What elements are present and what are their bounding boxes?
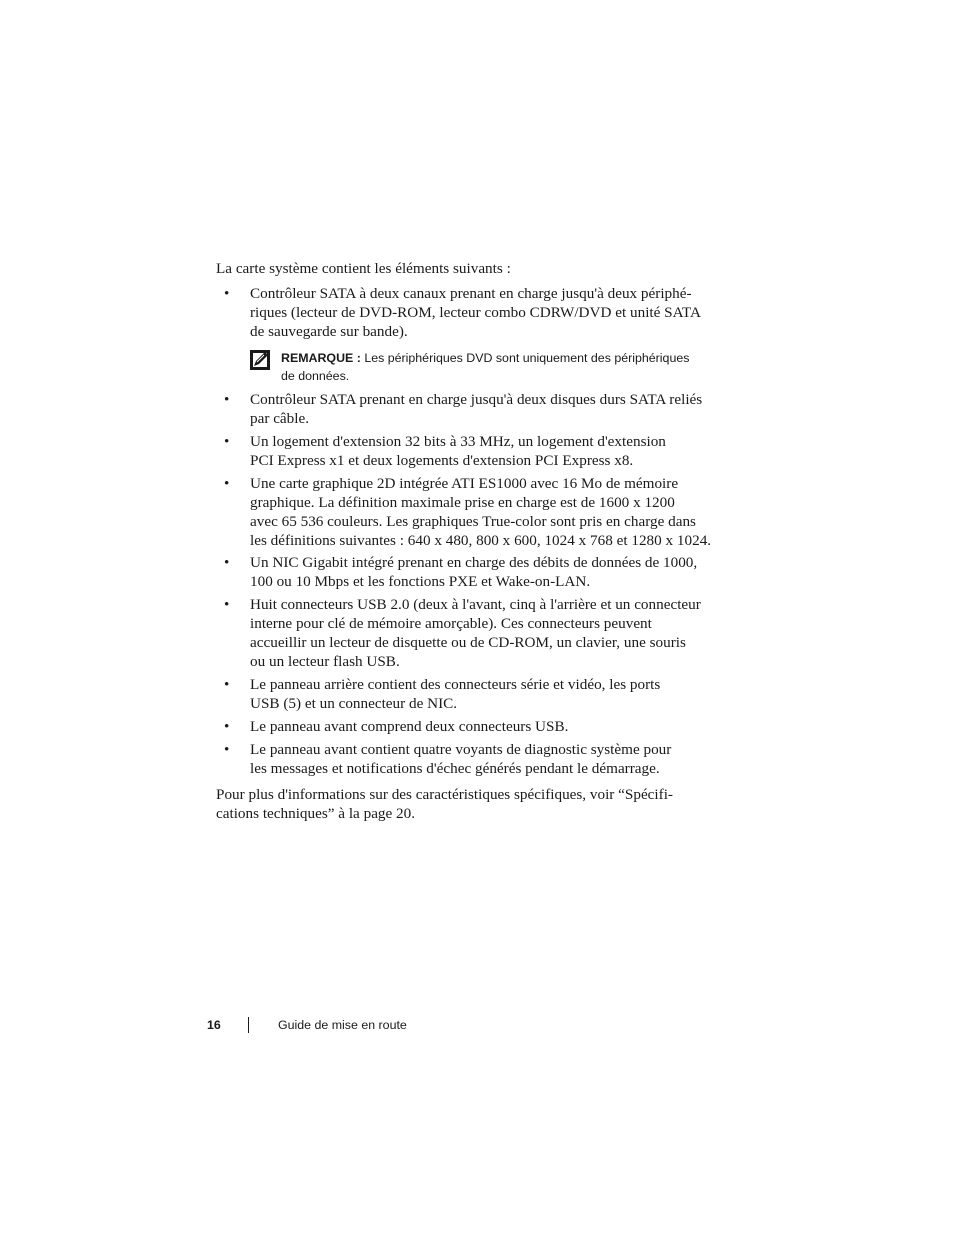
list-item-text xyxy=(250,474,711,550)
text-line: Un NIC Gigabit intégré prenant en charge des débits de données de 1000, xyxy=(250,554,698,571)
text-line: de sauvegarde sur bande). xyxy=(250,323,408,340)
text-line: 100 ou 10 Mbps et les fonctions PXE et Wake-on-LAN. xyxy=(250,573,591,590)
list-item-text xyxy=(250,675,660,713)
bullet-marker: • xyxy=(224,596,230,613)
bullet-marker: • xyxy=(224,285,230,302)
note-label: REMARQUE : xyxy=(281,351,361,365)
list-item-text xyxy=(250,432,666,470)
text-line: riques (lecteur de DVD-ROM, lecteur combo CDRW/DVD et unité SATA xyxy=(250,304,701,321)
list-item-text xyxy=(250,284,701,341)
text-line: Huit connecteurs USB 2.0 (deux à l'avant, cinq à l'arrière et un connecteur xyxy=(250,596,701,613)
footer-title: Guide de mise en route xyxy=(278,1018,407,1032)
text-line: Contrôleur SATA à deux canaux prenant en charge jusqu'à deux périphé- xyxy=(250,285,692,302)
text-line: PCI Express x1 et deux logements d'extension PCI Express x8. xyxy=(250,452,634,469)
list-item-text xyxy=(250,595,701,671)
text-line: les définitions suivantes : 640 x 480, 800 x 600, 1024 x 768 et 1280 x 1024. xyxy=(250,532,712,549)
bullet-marker: • xyxy=(224,433,230,450)
page-number: 16 xyxy=(207,1018,221,1032)
note-body: Les périphériques DVD sont uniquement des périphériques xyxy=(364,351,690,365)
intro-paragraph: La carte système contient les éléments suivants : xyxy=(216,260,511,277)
text-line: accueillir un lecteur de disquette ou de CD-ROM, un clavier, une souris xyxy=(250,634,686,651)
text-line: cations techniques” à la page 20. xyxy=(216,805,416,822)
page-footer xyxy=(0,1017,954,1039)
text-line: Le panneau avant contient quatre voyants de diagnostic système pour xyxy=(250,741,672,758)
text-line: par câble. xyxy=(250,410,310,427)
text-line: USB (5) et un connecteur de NIC. xyxy=(250,695,458,712)
bullet-marker: • xyxy=(224,554,230,571)
bullet-marker: • xyxy=(224,718,230,735)
bullet-marker: • xyxy=(224,391,230,408)
pencil-note-icon xyxy=(250,350,270,370)
list-item-text xyxy=(250,717,568,736)
closing-paragraph xyxy=(216,785,716,823)
text-line: ou un lecteur flash USB. xyxy=(250,653,400,670)
note-text xyxy=(281,349,689,385)
text-line: interne pour clé de mémoire amorçable). Ces connecteurs peuvent xyxy=(250,615,652,632)
text-line: Un logement d'extension 32 bits à 33 MHz, un logement d'extension xyxy=(250,433,666,450)
text-line: Contrôleur SATA prenant en charge jusqu'à deux disques durs SATA reliés xyxy=(250,391,703,408)
footer-divider xyxy=(248,1017,249,1033)
text-line: les messages et notifications d'échec générés pendant le démarrage. xyxy=(250,760,660,777)
text-line: graphique. La définition maximale prise en charge est de 1600 x 1200 xyxy=(250,494,675,511)
bullet-marker: • xyxy=(224,475,230,492)
text-line: Une carte graphique 2D intégrée ATI ES1000 avec 16 Mo de mémoire xyxy=(250,475,679,492)
text-line: Pour plus d'informations sur des caractéristiques spécifiques, voir “Spécifi- xyxy=(216,786,673,803)
list-item-text xyxy=(250,390,702,428)
text-line: Le panneau arrière contient des connecteurs série et vidéo, les ports xyxy=(250,676,661,693)
note-body: de données. xyxy=(281,369,350,383)
text-line: avec 65 536 couleurs. Les graphiques True-color sont pris en charge dans xyxy=(250,513,696,530)
text-line: Le panneau avant comprend deux connecteurs USB. xyxy=(250,718,569,735)
bullet-marker: • xyxy=(224,676,230,693)
bullet-marker: • xyxy=(224,741,230,758)
list-item-text xyxy=(250,740,671,778)
list-item-text xyxy=(250,553,697,591)
